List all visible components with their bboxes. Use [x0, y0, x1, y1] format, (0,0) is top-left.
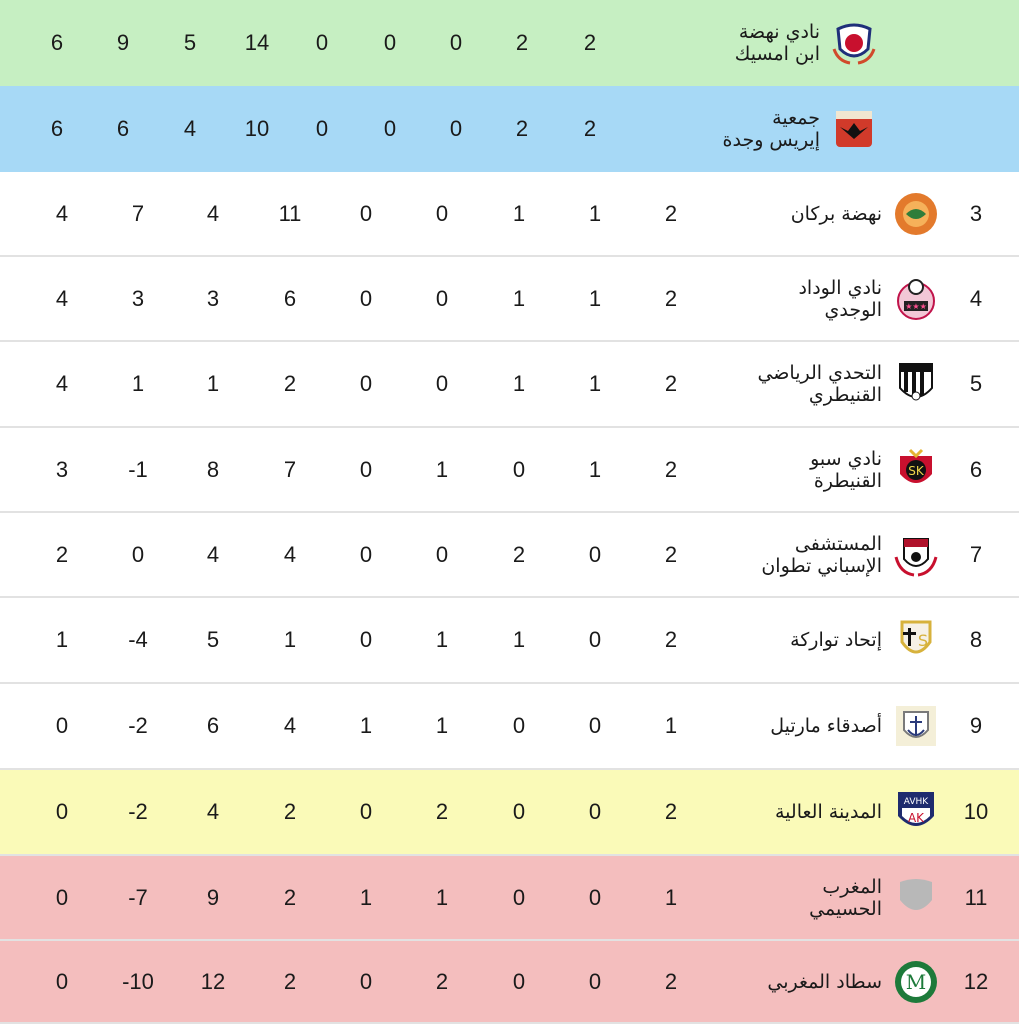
stat-cell: 0 — [131, 541, 145, 567]
stat-cell: 2 — [283, 884, 297, 910]
team-name: نادي سبو القنيطرة — [810, 447, 882, 492]
stat-cell: 0 — [359, 371, 373, 396]
stat-cell: 2 — [512, 541, 526, 567]
stat-cell: 1 — [359, 884, 373, 910]
stat-cell: 1 — [588, 200, 602, 226]
stat-cell: 3 — [206, 285, 220, 311]
stat-cell: 2 — [664, 541, 678, 567]
stat-cell: 2 — [664, 968, 678, 994]
stat-cell: 1 — [512, 200, 526, 226]
table-row — [0, 428, 1019, 513]
stat-cell: 2 — [283, 371, 297, 396]
stat-cell: 1 — [435, 627, 449, 652]
stat-cell: -7 — [128, 884, 148, 910]
stat-cell: 2 — [664, 799, 678, 824]
stat-cell: 0 — [383, 30, 397, 55]
laurel-shield-icon — [892, 531, 940, 579]
stat-cell: 9 — [116, 30, 130, 55]
svg-text:S: S — [917, 631, 929, 650]
stat-cell: 2 — [664, 371, 678, 396]
stat-cell: 2 — [283, 799, 297, 824]
stat-cell: 1 — [55, 627, 69, 652]
stat-cell: 0 — [359, 541, 373, 567]
stat-cell: 4 — [206, 799, 220, 824]
stat-cell: -4 — [128, 627, 148, 652]
stat-cell: 0 — [449, 116, 463, 141]
rank-cell: 7 — [969, 541, 983, 567]
sk-crest-icon — [892, 446, 940, 494]
team-name: نهضة بركان — [790, 202, 882, 225]
stat-cell: 3 — [55, 456, 69, 482]
svg-text:SK: SK — [908, 463, 924, 478]
stat-cell: 0 — [512, 799, 526, 824]
team-name: المدينة العالية — [774, 801, 882, 823]
stat-cell: 0 — [359, 968, 373, 994]
stat-cell: 0 — [359, 285, 373, 311]
anchor-crest-icon — [892, 702, 940, 750]
svg-text:★★★: ★★★ — [905, 301, 927, 311]
stat-cell: 0 — [512, 884, 526, 910]
stat-cell: 0 — [55, 884, 69, 910]
stat-cell: 1 — [664, 884, 678, 910]
stat-cell: 2 — [55, 541, 69, 567]
stat-cell: 1 — [206, 371, 220, 396]
stat-cell: 7 — [283, 456, 297, 482]
rank-cell: 11 — [964, 884, 988, 910]
stat-cell: 0 — [588, 541, 602, 567]
stat-cell: 14 — [244, 30, 270, 55]
stat-cell: 0 — [55, 799, 69, 824]
stat-cell: 2 — [664, 200, 678, 226]
team-name: التحدي الرياضي القنيطري — [757, 362, 882, 406]
stat-cell: 0 — [359, 627, 373, 652]
team-name: جمعية إيريس وجدة — [722, 107, 820, 151]
team-name: المغرب الحسيمي — [809, 875, 882, 920]
team-cell[interactable] — [735, 0, 878, 86]
team-cell[interactable] — [770, 684, 940, 768]
orange-crest-icon — [892, 190, 940, 238]
stat-cell: 3 — [131, 285, 145, 311]
team-name: المستشفى الإسباني تطوان — [761, 532, 882, 577]
stat-cell: 2 — [664, 456, 678, 482]
svg-text:M: M — [905, 969, 927, 994]
team-cell[interactable] — [810, 428, 940, 511]
team-cell[interactable] — [790, 598, 940, 682]
stat-cell: 11 — [278, 200, 302, 226]
svg-text:AK: AK — [907, 811, 925, 825]
table-row — [0, 0, 1019, 86]
table-row — [0, 257, 1019, 342]
team-name: إتحاد تواركة — [790, 629, 882, 651]
stat-cell: 1 — [588, 456, 602, 482]
stat-cell: 0 — [588, 884, 602, 910]
table-row — [0, 172, 1019, 257]
stat-cell: 2 — [283, 968, 297, 994]
stat-cell: 4 — [55, 285, 69, 311]
rank-cell: 8 — [969, 627, 983, 652]
team-cell[interactable] — [723, 86, 878, 172]
team-name: نادي الوداد الوجدي — [798, 276, 882, 321]
table-row — [0, 513, 1019, 598]
green-m-crest-icon — [892, 958, 940, 1006]
stat-cell: 0 — [315, 116, 329, 141]
stat-cell: 1 — [588, 285, 602, 311]
stat-cell: 2 — [583, 116, 597, 141]
stat-cell: 10 — [244, 116, 270, 141]
stat-cell: 4 — [183, 116, 197, 141]
stat-cell: 7 — [131, 200, 145, 226]
table-row — [0, 856, 1019, 941]
stat-cell: 1 — [435, 456, 449, 482]
stat-cell: 4 — [283, 713, 297, 738]
stat-cell: 6 — [50, 116, 64, 141]
stat-cell: 0 — [435, 371, 449, 396]
stat-cell: 1 — [283, 627, 297, 652]
stat-cell: 0 — [435, 541, 449, 567]
stat-cell: 1 — [359, 713, 373, 738]
rank-cell: 3 — [969, 200, 983, 226]
stat-cell: 6 — [206, 713, 220, 738]
stat-cell: 0 — [315, 30, 329, 55]
stat-cell: 0 — [512, 968, 526, 994]
table-row — [0, 86, 1019, 172]
star-ball-crest-icon — [892, 275, 940, 323]
rank-cell: 10 — [963, 799, 989, 824]
stat-cell: 5 — [206, 627, 220, 652]
stat-cell: 0 — [435, 285, 449, 311]
team-name: أصدقاء مارتيل — [770, 715, 882, 737]
stat-cell: 1 — [435, 713, 449, 738]
stat-cell: -2 — [128, 713, 148, 738]
stat-cell: 0 — [55, 713, 69, 738]
stat-cell: 0 — [588, 968, 602, 994]
stat-cell: 6 — [50, 30, 64, 55]
eagle-crest-icon — [830, 105, 878, 153]
stat-cell: 0 — [588, 713, 602, 738]
stat-cell: 0 — [55, 968, 69, 994]
svg-text:AVHK: AVHK — [903, 797, 929, 807]
stat-cell: 0 — [435, 200, 449, 226]
stat-cell: 8 — [206, 456, 220, 482]
team-cell[interactable] — [775, 770, 940, 854]
stat-cell: 1 — [512, 285, 526, 311]
team-cell[interactable] — [791, 172, 940, 255]
stat-cell: 4 — [55, 371, 69, 396]
stat-cell: 12 — [200, 968, 226, 994]
stat-cell: 0 — [359, 456, 373, 482]
grey-shield-icon — [892, 874, 940, 922]
team-cell[interactable] — [798, 257, 940, 340]
team-cell[interactable] — [809, 856, 940, 939]
team-cell[interactable] — [761, 513, 940, 596]
stat-cell: 0 — [359, 200, 373, 226]
rank-cell: 4 — [969, 285, 983, 311]
stat-cell: -2 — [128, 799, 148, 824]
rank-cell: 9 — [969, 713, 983, 738]
stat-cell: 2 — [435, 799, 449, 824]
stat-cell: 4 — [55, 200, 69, 226]
team-cell[interactable] — [757, 342, 940, 426]
stat-cell: 1 — [435, 884, 449, 910]
stat-cell: -10 — [122, 968, 154, 994]
stat-cell: 6 — [116, 116, 130, 141]
stat-cell: 2 — [515, 30, 529, 55]
striped-shield-icon — [892, 360, 940, 408]
stat-cell: 0 — [512, 456, 526, 482]
table-row — [0, 598, 1019, 684]
stat-cell: 0 — [588, 627, 602, 652]
stat-cell: 0 — [512, 713, 526, 738]
stat-cell: 2 — [583, 30, 597, 55]
stat-cell: 6 — [283, 285, 297, 311]
stat-cell: 0 — [588, 799, 602, 824]
stat-cell: 1 — [512, 371, 526, 396]
stat-cell: 9 — [206, 884, 220, 910]
cross-crest-icon — [892, 616, 940, 664]
stat-cell: 4 — [206, 541, 220, 567]
stat-cell: 2 — [515, 116, 529, 141]
stat-cell: 5 — [183, 30, 197, 55]
stat-cell: 0 — [359, 799, 373, 824]
stat-cell: 2 — [435, 968, 449, 994]
table-row — [0, 684, 1019, 770]
stat-cell: 2 — [664, 627, 678, 652]
team-cell[interactable] — [767, 941, 940, 1022]
team-name: سطاد المغربي — [767, 970, 882, 993]
rank-cell: 6 — [969, 456, 983, 482]
avhk-shield-icon — [892, 788, 940, 836]
stat-cell: 4 — [206, 200, 220, 226]
stat-cell: 0 — [383, 116, 397, 141]
table-row — [0, 941, 1019, 1024]
crest-red-blue-icon — [830, 19, 878, 67]
stat-cell: 1 — [131, 371, 145, 396]
rank-cell: 5 — [969, 371, 983, 396]
stat-cell: 0 — [449, 30, 463, 55]
rank-cell: 12 — [963, 968, 989, 994]
stat-cell: 1 — [512, 627, 526, 652]
table-row — [0, 770, 1019, 856]
stat-cell: -1 — [128, 456, 148, 482]
stat-cell: 1 — [664, 713, 678, 738]
stat-cell: 1 — [588, 371, 602, 396]
stat-cell: 2 — [664, 285, 678, 311]
table-row — [0, 342, 1019, 428]
team-name: نادي نهضة ابن امسيك — [734, 21, 820, 65]
stat-cell: 4 — [283, 541, 297, 567]
